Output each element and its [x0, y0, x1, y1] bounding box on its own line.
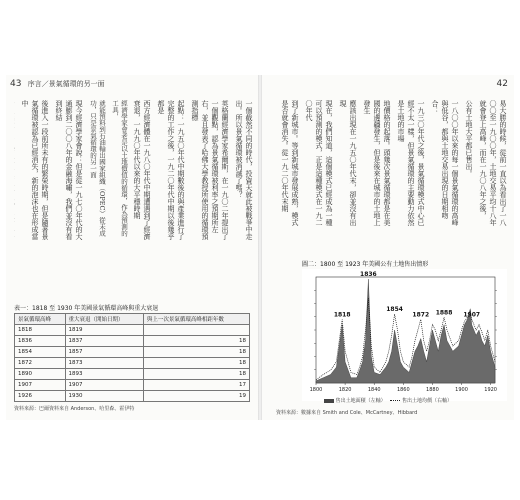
left-body-text: [14, 100, 254, 240]
peak-label: 1818: [333, 311, 351, 319]
land-sales-chart: [302, 269, 507, 401]
book-spread: [0, 75, 520, 420]
chart-legend: [324, 397, 452, 404]
legend-solid-label: 售出土地面積（左軸）: [335, 398, 386, 404]
left-running-head: 序言／景氣循環的另一面: [27, 80, 105, 88]
table-header: 與上一次景氣循環高峰相距年數: [143, 314, 249, 325]
table-cell: 1893: [65, 369, 143, 380]
right-text-col: 公有土地大平都已售出。: [465, 100, 473, 177]
chart-title: 圖二：1800 至 1923 年美國公有土地售出情形: [302, 261, 429, 268]
table-cell: 1907: [65, 380, 143, 391]
right-text-col: 地價格的起落。頭幾次景氣循環都是在美國的邊疆發生，但是後來在城市的土地上發生: [363, 100, 391, 226]
right-folio: [493, 79, 508, 89]
left-text-col: 現今經濟學家會說：但是從一九七〇年代的大通膨到二〇〇八年的金融海嘯，我們並沒有看到終結: [55, 100, 83, 240]
table-body: [15, 325, 250, 402]
peak-label: 1872: [412, 311, 430, 319]
right-body-text: [276, 100, 508, 230]
x-tick-label: 1860: [396, 387, 410, 393]
left-text-col: 西方經濟體在一九八〇年代中期遭遇到了經濟衰退，一九九〇年代以來的大平穩時期: [133, 100, 151, 240]
table-row: [15, 391, 250, 402]
table-cell: 1926: [15, 391, 66, 402]
right-text-col: 現在，我們知道，這個模式已經成為一種可以預測的模式，正是這種模式在一九二〇年代: [305, 100, 333, 226]
left-text-col: 英格蘭經濟學家希爾斯，在一九〇二年提出了一個觀點，認為景氣循環被利率之預期所左右，並且發表了哈佛大學教授所使用的循環預測指標: [191, 100, 229, 240]
table-header: 重大衰退（開始日期）: [65, 314, 143, 325]
chart-source: 資料來源：數據來自 Smith and Cole、McCartney、Hibbard: [276, 410, 418, 416]
table-cell: 1819: [65, 325, 143, 336]
table-cell: [143, 325, 249, 336]
table-cell: 1872: [15, 358, 66, 369]
table-source: 資料來源：巴爾資料來自 Anderson、哈里森、霍伊特: [14, 406, 135, 412]
right-page: [262, 75, 514, 420]
x-tick-label: 1800: [309, 387, 323, 393]
table-cell: 1818: [15, 325, 66, 336]
right-text-col: 一八〇〇年以來的每一個景氣循環的高峰與低谷，都與土地交易出現的日期相吻合：: [431, 100, 459, 226]
x-tick-label: 1920: [484, 387, 498, 393]
peak-label: 1836: [360, 271, 377, 279]
left-text-col: [14, 100, 16, 240]
table-row: [15, 325, 250, 336]
peak-label: 1854: [386, 306, 403, 314]
left-folio: [10, 79, 105, 89]
left-page: [6, 75, 258, 420]
table-cell: 1854: [15, 347, 66, 358]
peaks-table: [14, 313, 250, 402]
table-row: [15, 336, 250, 347]
right-page-number: 42: [496, 79, 508, 89]
table-cell: 1857: [65, 347, 143, 358]
table-title: 表一：1818 至 1930 年美國景氣循環高峰與重大衰退: [14, 305, 159, 312]
peak-label: 1888: [435, 309, 453, 317]
table-row: [15, 380, 250, 391]
x-tick-label: 1840: [367, 387, 381, 393]
x-tick-label: 1900: [455, 387, 468, 393]
table-cell: 1930: [65, 391, 143, 402]
legend-solid-swatch: [324, 399, 334, 403]
x-tick-label: 1820: [338, 387, 352, 393]
right-text-col: 應該出現在一九五〇年代末，卻並沒有出現: [339, 100, 357, 226]
legend-dotted-label: 售出土地均價（右軸）: [401, 398, 452, 404]
left-text-col: 起點：一九五〇年代中期數後的與產業進行了完整的工作之後，一九二〇年代中期以後幾乎都是: [157, 100, 185, 240]
left-text-intro: 一個截然不同的時代，投資天就此被戰爭中走出。所以景氣循環被消滅了嗎？: [235, 100, 253, 240]
legend-dotted-swatch: [390, 400, 400, 401]
x-tick-label: 1880: [426, 387, 439, 393]
table-cell: 18: [143, 358, 249, 369]
right-text-col: 一九三〇年代之後，景氣循環模式中心已經不太一樣，但景氣循環的主要動力依然是土地的市場: [397, 100, 425, 226]
right-text-col: 易大勝的時候，從前一直以為看出了一八〇〇至一九〇〇年，土地交易平均十八年就會登上高峰，而在一九〇八年之後，: [479, 100, 507, 226]
table-cell: 18: [143, 369, 249, 380]
table-header-row: [15, 314, 250, 325]
table-row: [15, 347, 250, 358]
table-cell: 1890: [15, 369, 66, 380]
table-cell: 1837: [65, 336, 143, 347]
right-text-col: 到了新城市。等到新城市發展成熟，模式是否就會消失。從一九二〇年代末期: [281, 100, 299, 226]
table-cell: 18: [143, 336, 249, 347]
table-cell: 1907: [15, 380, 66, 391]
table-cell: 1873: [65, 358, 143, 369]
table-cell: 19: [143, 391, 249, 402]
peak-label: 1907: [463, 311, 481, 319]
left-page-number: 43: [10, 79, 22, 89]
table-cell: 18: [143, 347, 249, 358]
left-quote: 就能預料到石油輸出國家組織（OPEC）從未成功，只是景氣循環的另一面: [89, 100, 106, 237]
table-header: 景氣循環高峰: [15, 314, 66, 325]
table-cell: 17: [143, 380, 249, 391]
table-row: [15, 369, 250, 380]
left-text-col: 後進入一段前所未有的繁榮時期，但是隨著景氣循環被認為已經消失，新的泡沫也在形成當中: [21, 100, 49, 240]
left-quote: 經濟學家會老是以土地價值的循環，作為預測的工具，: [111, 100, 128, 237]
table-cell: 1836: [15, 336, 66, 347]
table-row: [15, 358, 250, 369]
